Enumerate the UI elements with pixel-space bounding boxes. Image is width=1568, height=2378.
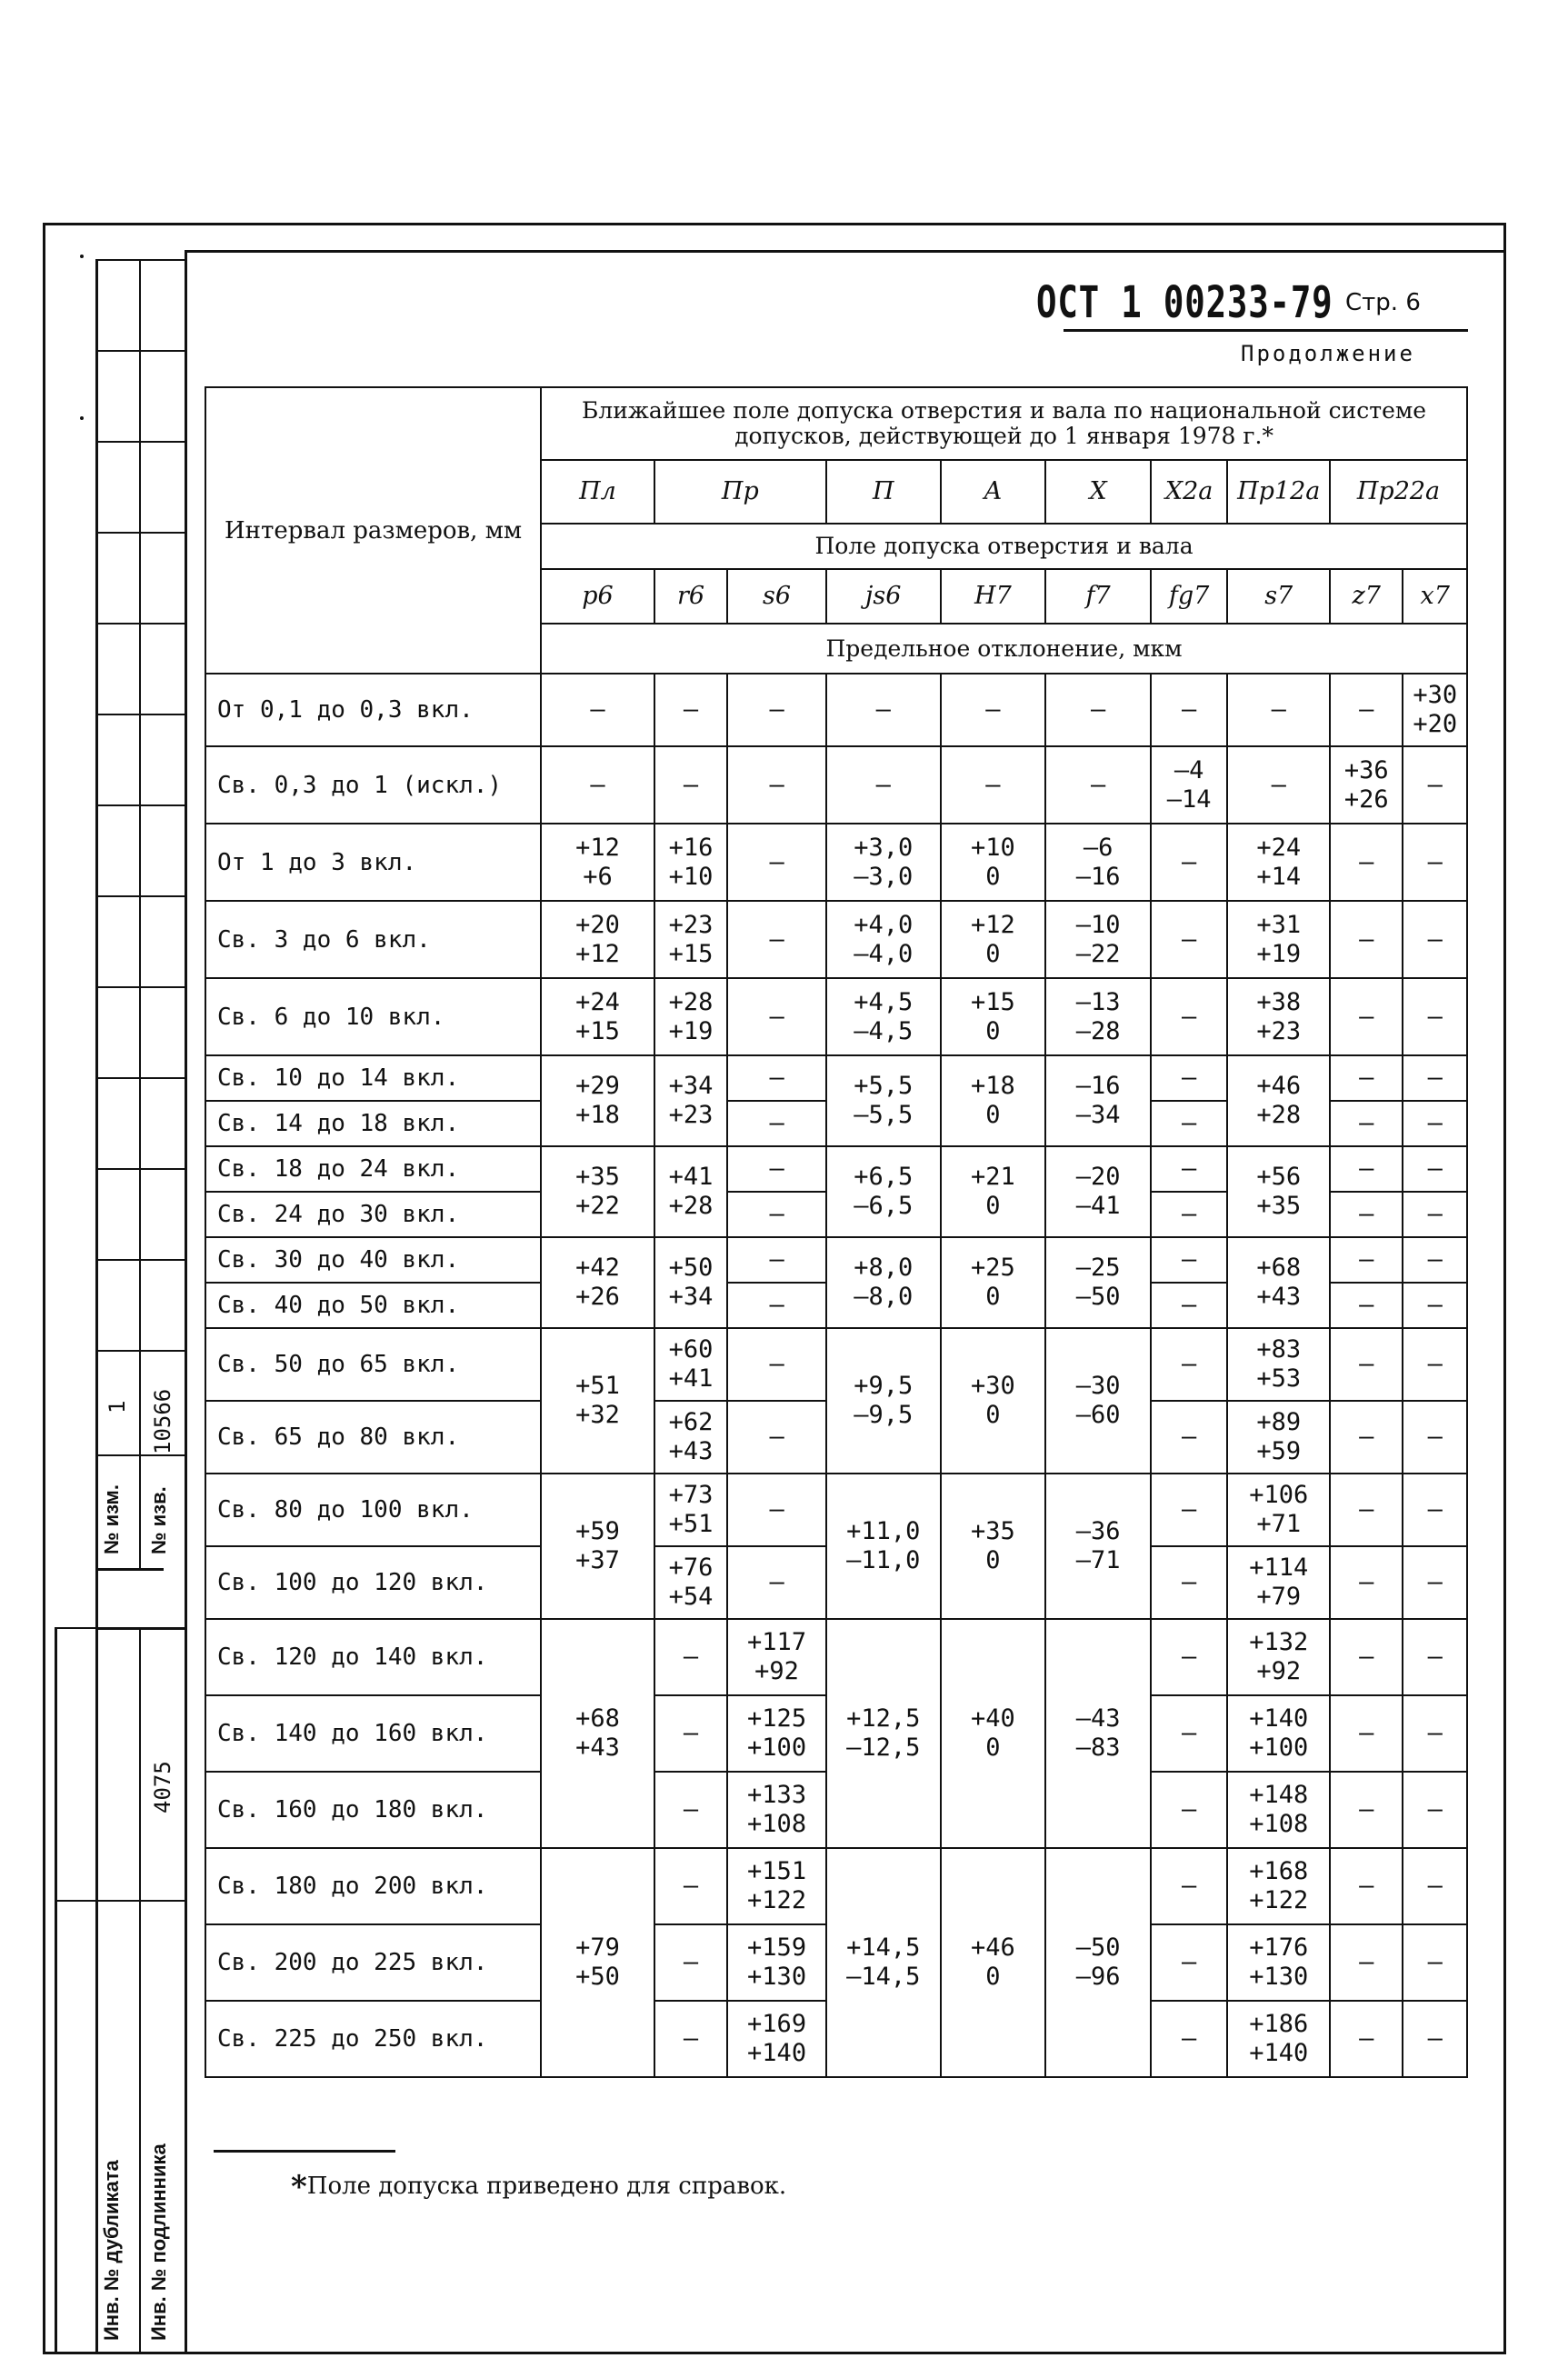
footnote-text: Поле допуска приведено для справок. (306, 2173, 787, 2200)
value-cell: – (1151, 1474, 1227, 1546)
value-cell: +133 +108 (727, 1772, 826, 1848)
value-cell: – (1403, 1619, 1467, 1695)
value-cell: +169 +140 (727, 2001, 826, 2077)
value-cell: +15 0 (941, 978, 1046, 1055)
value-cell: – (727, 824, 826, 901)
value-cell: +60 +41 (654, 1328, 727, 1401)
value-cell: – (1403, 1101, 1467, 1146)
value-cell: – (654, 1924, 727, 2001)
interval-cell: Св. 10 до 14 вкл. (205, 1055, 541, 1101)
interval-cell: Св. 225 до 250 вкл. (205, 2001, 541, 2077)
value-cell: – (1330, 901, 1403, 978)
value-cell: +68 +43 (541, 1619, 654, 1848)
value-cell: – (1330, 824, 1403, 901)
value-cell: +35 0 (941, 1474, 1046, 1619)
value-cell: – (1403, 1401, 1467, 1474)
value-cell: +34 +23 (654, 1055, 727, 1146)
value-cell: – (727, 1401, 826, 1474)
value-cell: – (1151, 1101, 1227, 1146)
value-cell: +16 +10 (654, 824, 727, 901)
fit-pl: Пл (541, 460, 654, 524)
value-cell: +30 0 (941, 1328, 1046, 1474)
value-cell: – (727, 1146, 826, 1192)
value-cell: – (1151, 1772, 1227, 1848)
value-cell: – (1403, 1772, 1467, 1848)
interval-cell: Св. 65 до 80 вкл. (205, 1401, 541, 1474)
value-cell: +140 +100 (1227, 1695, 1330, 1772)
field-r6: r6 (654, 569, 727, 624)
value-cell: +106 +71 (1227, 1474, 1330, 1546)
value-cell: – (1151, 1619, 1227, 1695)
fit-x2a: Х2а (1151, 460, 1227, 524)
interval-cell: Св. 200 до 225 вкл. (205, 1924, 541, 2001)
value-cell: – (727, 1474, 826, 1546)
table-row (205, 901, 1467, 978)
value-cell: – (1151, 1546, 1227, 1619)
value-cell: –43 –83 (1045, 1619, 1151, 1848)
value-cell: +21 0 (941, 1146, 1046, 1237)
value-cell: – (1330, 1101, 1403, 1146)
value-cell: – (1151, 1848, 1227, 1924)
value-cell: – (1151, 1328, 1227, 1401)
interval-cell: Св. 120 до 140 вкл. (205, 1619, 541, 1695)
value-cell: – (1403, 1474, 1467, 1546)
interval-cell: Св. 140 до 160 вкл. (205, 1695, 541, 1772)
value-cell: – (1151, 1401, 1227, 1474)
value-cell: – (1403, 901, 1467, 978)
value-cell: +56 +35 (1227, 1146, 1330, 1237)
interval-cell: От 1 до 3 вкл. (205, 824, 541, 901)
value-cell: +50 +34 (654, 1237, 727, 1328)
value-cell: – (727, 1237, 826, 1283)
value-cell: – (1403, 2001, 1467, 2077)
value-cell: – (941, 746, 1046, 824)
value-cell: – (1151, 2001, 1227, 2077)
value-cell: – (1330, 1283, 1403, 1328)
value-cell: +31 +19 (1227, 901, 1330, 978)
value-cell: – (1330, 1848, 1403, 1924)
field-z7: z7 (1330, 569, 1403, 624)
value-cell: +76 +54 (654, 1546, 727, 1619)
value-cell: – (654, 1848, 727, 1924)
value-cell: +11,0 –11,0 (826, 1474, 941, 1619)
interval-cell: Св. 180 до 200 вкл. (205, 1848, 541, 1924)
value-cell: – (1151, 978, 1227, 1055)
field-x7: x7 (1403, 569, 1467, 624)
fit-pr12a: Пр12а (1227, 460, 1330, 524)
value-cell: – (1330, 1328, 1403, 1401)
value-cell: +132 +92 (1227, 1619, 1330, 1695)
value-cell: – (941, 674, 1046, 746)
value-cell: – (727, 1101, 826, 1146)
value-cell: +14,5 –14,5 (826, 1848, 941, 2077)
value-cell: –50 –96 (1045, 1848, 1151, 2077)
table-row (205, 1328, 1467, 1401)
value-cell: – (541, 674, 654, 746)
scan-mark (80, 416, 84, 420)
fit-a: А (941, 460, 1046, 524)
value-cell: +41 +28 (654, 1146, 727, 1237)
table-row (205, 1619, 1467, 1695)
value-cell: –25 –50 (1045, 1237, 1151, 1328)
value-cell: +18 0 (941, 1055, 1046, 1146)
value-cell: – (1403, 824, 1467, 901)
value-cell: –10 –22 (1045, 901, 1151, 978)
value-cell: – (727, 746, 826, 824)
stub-inv-orig-label: Инв. № подлинника (147, 2143, 170, 2341)
value-cell: – (1330, 674, 1403, 746)
value-cell: – (1151, 901, 1227, 978)
value-cell: +6,5 –6,5 (826, 1146, 941, 1237)
value-cell: – (1403, 1146, 1467, 1192)
continuation-label: Продолжение (1241, 341, 1415, 366)
value-cell: – (1403, 1546, 1467, 1619)
value-cell: +8,0 –8,0 (826, 1237, 941, 1328)
footnote-rule (214, 2150, 395, 2153)
value-cell: – (727, 1328, 826, 1401)
value-cell: – (541, 746, 654, 824)
value-cell: – (1151, 824, 1227, 901)
value-cell: – (1151, 1283, 1227, 1328)
value-cell: – (1151, 1055, 1227, 1101)
value-cell: +148 +108 (1227, 1772, 1330, 1848)
value-cell: +42 +26 (541, 1237, 654, 1328)
document-code: ОСТ 1 00233-79 (1036, 277, 1333, 328)
interval-cell: Св. 80 до 100 вкл. (205, 1474, 541, 1546)
header-underline (1064, 329, 1468, 332)
value-cell: +59 +37 (541, 1474, 654, 1619)
value-cell: +24 +14 (1227, 824, 1330, 901)
value-cell: +186 +140 (1227, 2001, 1330, 2077)
footnote (291, 2165, 787, 2205)
field-fg7: fg7 (1151, 569, 1227, 624)
value-cell: +117 +92 (727, 1619, 826, 1695)
fit-pr22a: Пр22а (1330, 460, 1467, 524)
value-cell: –13 –28 (1045, 978, 1151, 1055)
interval-cell: Св. 40 до 50 вкл. (205, 1283, 541, 1328)
tolerance-table (205, 386, 1468, 2078)
value-cell: – (654, 1695, 727, 1772)
interval-cell: Св. 160 до 180 вкл. (205, 1772, 541, 1848)
value-cell: –30 –60 (1045, 1328, 1151, 1474)
value-cell: +46 0 (941, 1848, 1046, 2077)
value-cell: +51 +32 (541, 1328, 654, 1474)
value-cell: – (1330, 1055, 1403, 1101)
value-cell: +68 +43 (1227, 1237, 1330, 1328)
value-cell: – (1403, 1237, 1467, 1283)
value-cell: – (1330, 1924, 1403, 2001)
field-js6: js6 (826, 569, 941, 624)
value-cell: – (1330, 1192, 1403, 1237)
value-cell: – (1330, 2001, 1403, 2077)
value-cell: +9,5 –9,5 (826, 1328, 941, 1474)
value-cell: +40 0 (941, 1619, 1046, 1848)
interval-cell: Св. 3 до 6 вкл. (205, 901, 541, 978)
value-cell: – (1330, 1237, 1403, 1283)
value-cell: +176 +130 (1227, 1924, 1330, 2001)
field-s7: s7 (1227, 569, 1330, 624)
value-cell: – (727, 1192, 826, 1237)
fit-p: П (826, 460, 941, 524)
value-cell: – (826, 746, 941, 824)
stub-inv-dup-label: Инв. № дубликата (100, 2160, 123, 2341)
value-cell: – (1227, 746, 1330, 824)
value-cell: – (1330, 978, 1403, 1055)
value-cell: – (727, 1055, 826, 1101)
table-row (205, 1055, 1467, 1101)
interval-cell: Св. 30 до 40 вкл. (205, 1237, 541, 1283)
stub-inv-orig-no: 4075 (150, 1761, 175, 1813)
stub-doc-no: 10566 (150, 1388, 175, 1454)
national-system-header: Ближайшее поле допуска отверстия и вала по национальной системе допусков, действующей до 1 января 1978 г.* (541, 387, 1467, 460)
value-cell: – (1403, 1695, 1467, 1772)
field-H7: H7 (941, 569, 1046, 624)
interval-header: Интервал размеров, мм (205, 387, 541, 674)
value-cell: –6 –16 (1045, 824, 1151, 901)
value-cell: – (1330, 1401, 1403, 1474)
value-cell: +23 +15 (654, 901, 727, 978)
value-cell: – (826, 674, 941, 746)
value-cell: +4,0 –4,0 (826, 901, 941, 978)
value-cell: – (1151, 1146, 1227, 1192)
value-cell: – (727, 1283, 826, 1328)
value-cell: – (1330, 1146, 1403, 1192)
value-cell: +3,0 –3,0 (826, 824, 941, 901)
value-cell: +125 +100 (727, 1695, 826, 1772)
page-number: Стр. 6 (1345, 289, 1421, 316)
table-row (205, 746, 1467, 824)
value-cell: –4 –14 (1151, 746, 1227, 824)
value-cell: +114 +79 (1227, 1546, 1330, 1619)
value-cell: +29 +18 (541, 1055, 654, 1146)
value-cell: – (727, 674, 826, 746)
field-header: Поле допуска отверстия и вала (541, 524, 1467, 569)
value-cell: +28 +19 (654, 978, 727, 1055)
value-cell: – (1045, 674, 1151, 746)
value-cell: – (1403, 1848, 1467, 1924)
field-p6: p6 (541, 569, 654, 624)
value-cell: – (1151, 1924, 1227, 2001)
value-cell: +20 +12 (541, 901, 654, 978)
field-f7: f7 (1045, 569, 1151, 624)
interval-cell: От 0,1 до 0,3 вкл. (205, 674, 541, 746)
value-cell: – (1403, 1283, 1467, 1328)
value-cell: – (1330, 1695, 1403, 1772)
stub-change-no-label: № изм. (100, 1484, 123, 1554)
interval-cell: Св. 0,3 до 1 (искл.) (205, 746, 541, 824)
value-cell: +12 0 (941, 901, 1046, 978)
value-cell: – (1330, 1474, 1403, 1546)
value-cell: – (1403, 1192, 1467, 1237)
stub-doc-no-label: № изв. (147, 1486, 170, 1554)
value-cell: – (727, 978, 826, 1055)
value-cell: – (1045, 746, 1151, 824)
value-cell: +62 +43 (654, 1401, 727, 1474)
fit-pr: Пр (654, 460, 826, 524)
value-cell: +12,5 –12,5 (826, 1619, 941, 1848)
value-cell: – (1403, 1924, 1467, 2001)
field-s6: s6 (727, 569, 826, 624)
value-cell: – (1403, 746, 1467, 824)
table-row (205, 978, 1467, 1055)
value-cell: +35 +22 (541, 1146, 654, 1237)
value-cell: –36 –71 (1045, 1474, 1151, 1619)
value-cell: –16 –34 (1045, 1055, 1151, 1146)
value-cell: +36 +26 (1330, 746, 1403, 824)
footnote-star: * (291, 2169, 307, 2205)
table-row (205, 674, 1467, 746)
table-row (205, 824, 1467, 901)
value-cell: – (1151, 1695, 1227, 1772)
value-cell: – (1330, 1546, 1403, 1619)
value-cell: – (1403, 978, 1467, 1055)
value-cell: +79 +50 (541, 1848, 654, 2077)
value-cell: – (654, 674, 727, 746)
interval-cell: Св. 24 до 30 вкл. (205, 1192, 541, 1237)
value-cell: – (1330, 1772, 1403, 1848)
value-cell: +30 +20 (1403, 674, 1467, 746)
value-cell: – (1403, 1328, 1467, 1401)
value-cell: –20 –41 (1045, 1146, 1151, 1237)
value-cell: – (727, 901, 826, 978)
interval-cell: Св. 100 до 120 вкл. (205, 1546, 541, 1619)
value-cell: – (1151, 674, 1227, 746)
interval-cell: Св. 6 до 10 вкл. (205, 978, 541, 1055)
value-cell: – (654, 2001, 727, 2077)
value-cell: +12 +6 (541, 824, 654, 901)
table-row (205, 1474, 1467, 1546)
value-cell: – (654, 1619, 727, 1695)
value-cell: +38 +23 (1227, 978, 1330, 1055)
value-cell: +159 +130 (727, 1924, 826, 2001)
stub-change-no: 1 (105, 1400, 130, 1414)
value-cell: +10 0 (941, 824, 1046, 901)
value-cell: – (654, 746, 727, 824)
value-cell: +168 +122 (1227, 1848, 1330, 1924)
table-row (205, 1146, 1467, 1192)
value-cell: +89 +59 (1227, 1401, 1330, 1474)
value-cell: – (654, 1772, 727, 1848)
value-cell: – (1151, 1237, 1227, 1283)
value-cell: – (1151, 1192, 1227, 1237)
value-cell: – (1403, 1055, 1467, 1101)
fit-x: Х (1045, 460, 1151, 524)
interval-cell: Св. 50 до 65 вкл. (205, 1328, 541, 1401)
value-cell: – (727, 1546, 826, 1619)
table-row (205, 1237, 1467, 1283)
value-cell: +46 +28 (1227, 1055, 1330, 1146)
value-cell: +5,5 –5,5 (826, 1055, 941, 1146)
deviation-header: Предельное отклонение, мкм (541, 624, 1467, 674)
value-cell: +4,5 –4,5 (826, 978, 941, 1055)
value-cell: – (1227, 674, 1330, 746)
value-cell: – (1330, 1619, 1403, 1695)
value-cell: +24 +15 (541, 978, 654, 1055)
value-cell: +83 +53 (1227, 1328, 1330, 1401)
value-cell: +25 0 (941, 1237, 1046, 1328)
interval-cell: Св. 18 до 24 вкл. (205, 1146, 541, 1192)
value-cell: +151 +122 (727, 1848, 826, 1924)
value-cell: +73 +51 (654, 1474, 727, 1546)
table-row (205, 1848, 1467, 1924)
interval-cell: Св. 14 до 18 вкл. (205, 1101, 541, 1146)
scan-mark (80, 255, 84, 258)
